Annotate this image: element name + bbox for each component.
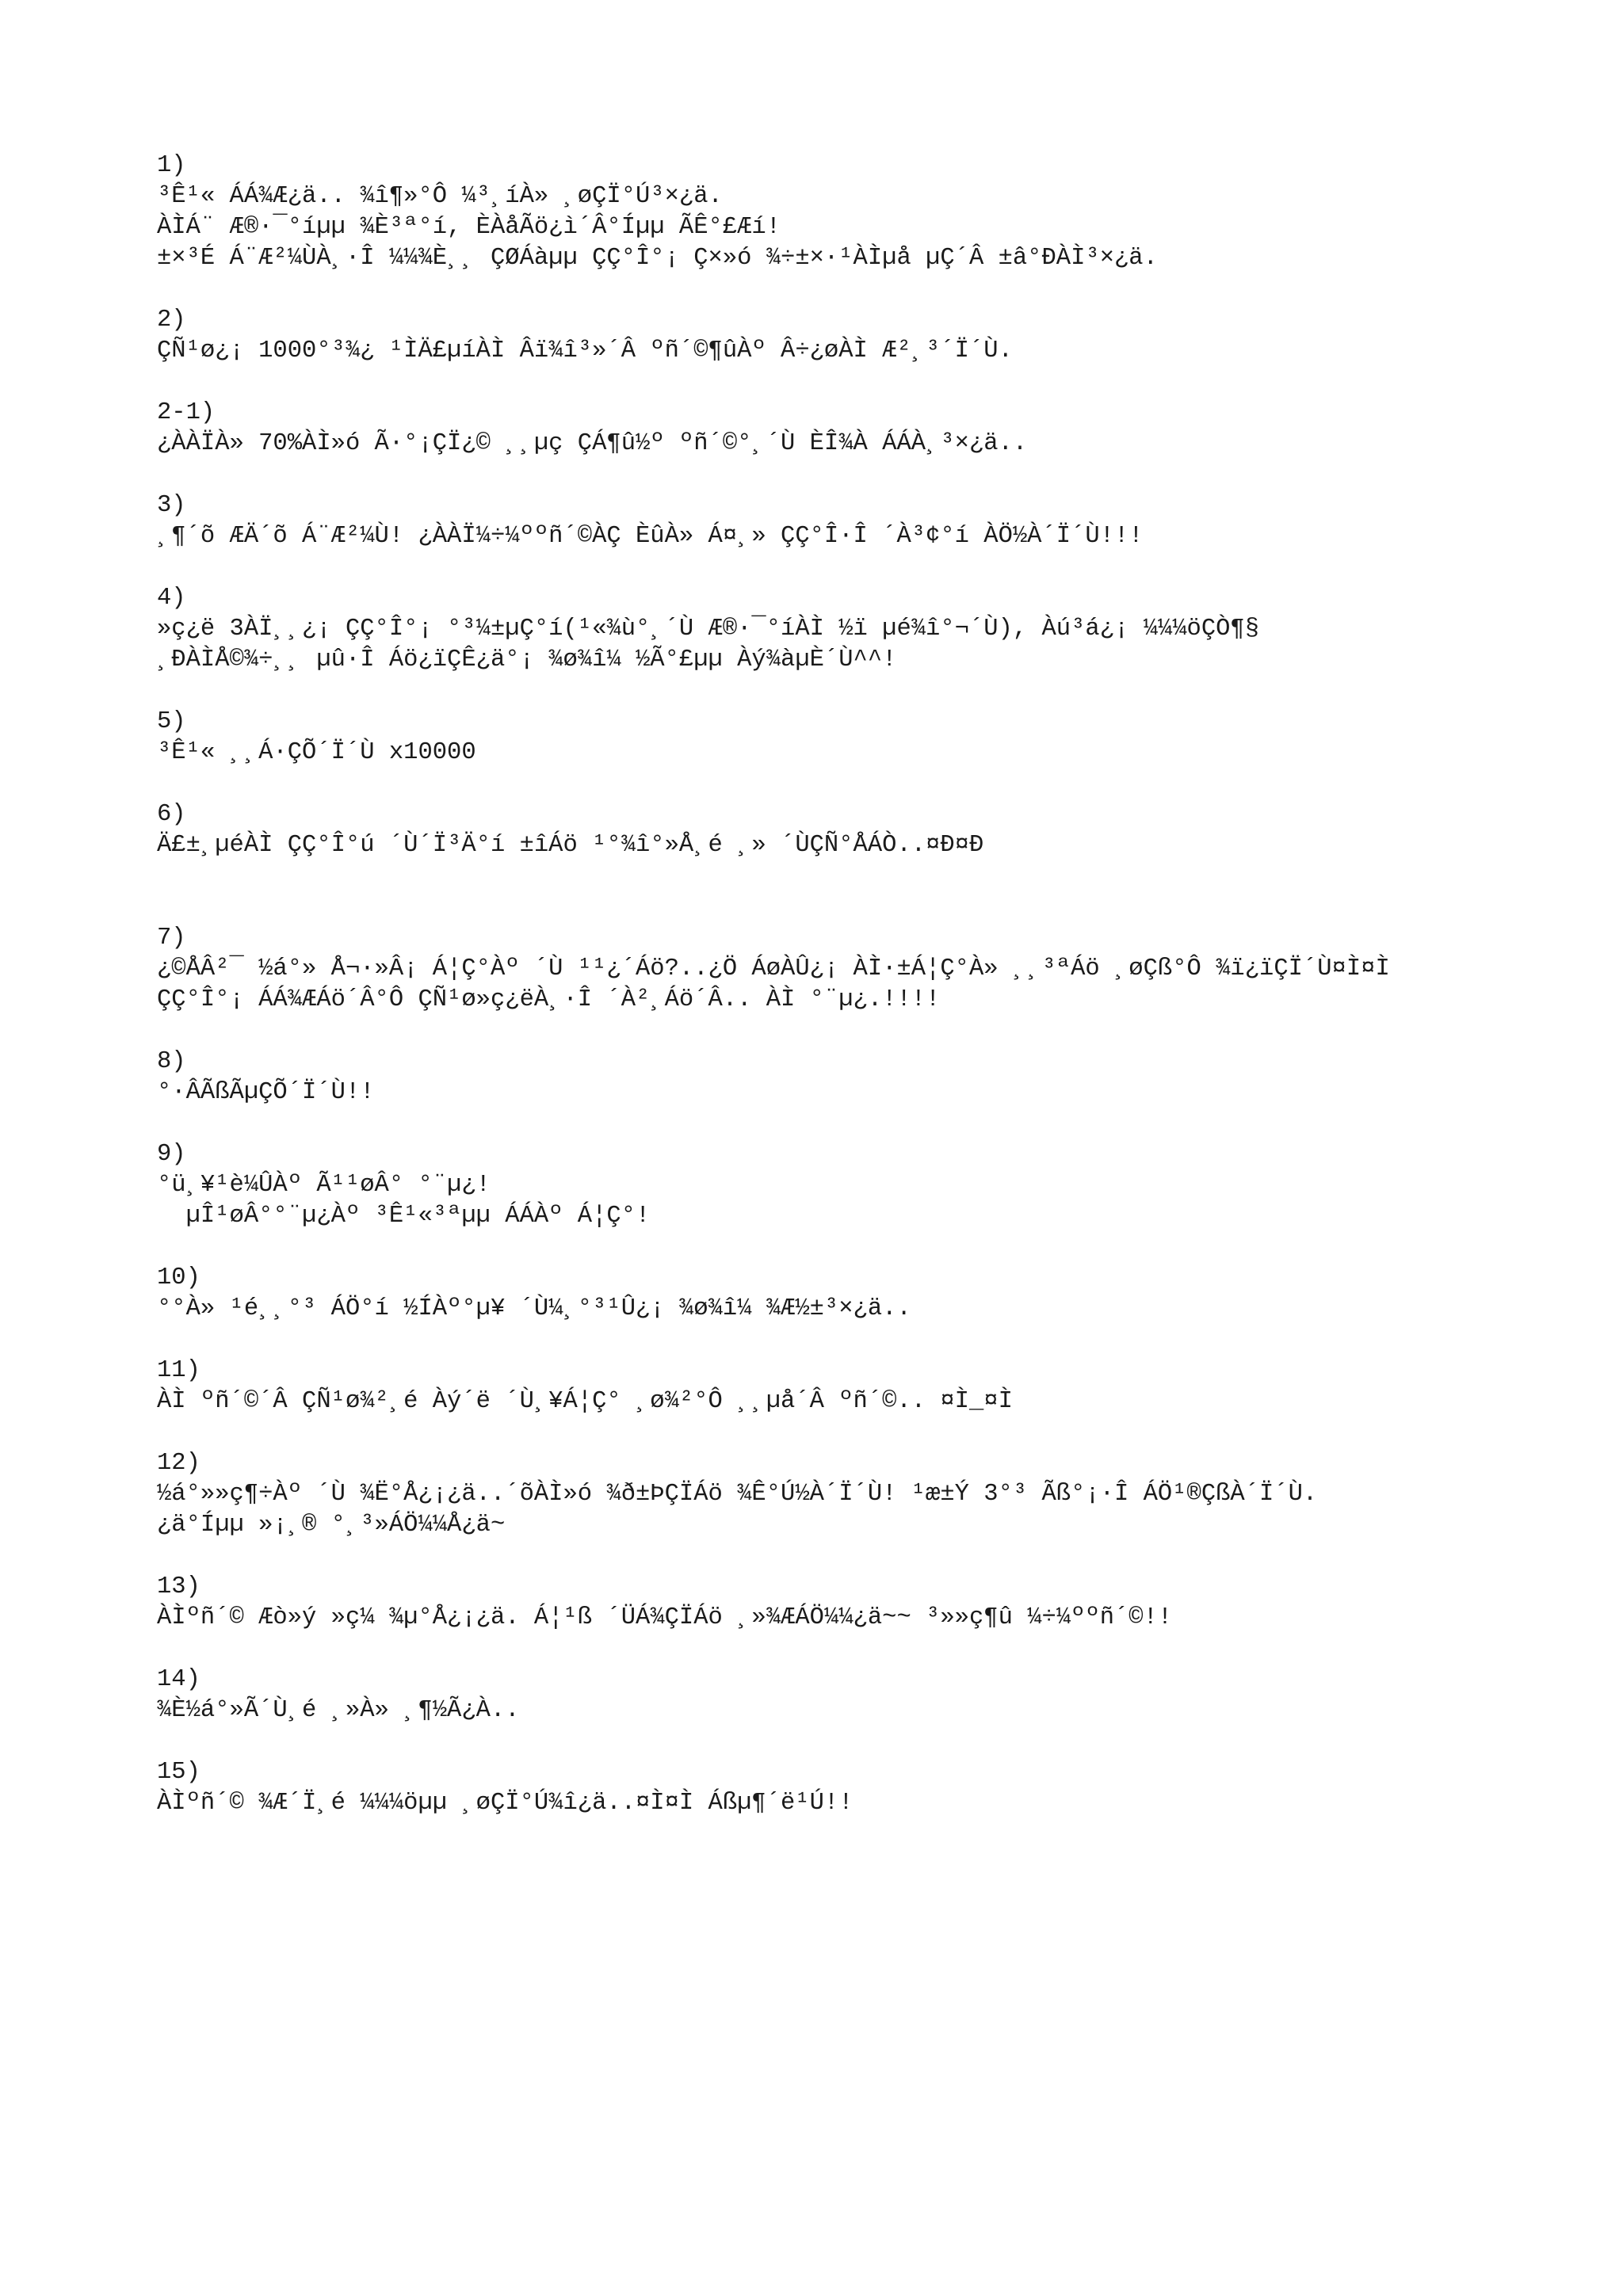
review-number: 2) [157,307,186,334]
review-text-line: ÀÌ ºñ´©´Â ÇÑ¹ø¾²¸é Àý´ë ´Ù¸¥Á¦Ç° ¸ø¾²°Ô ¸¸µå´Â ºñ´©.. ¤Ì_¤Ì [157,1388,1013,1415]
review-number: 8) [157,1048,186,1075]
review-item [157,1572,1504,1634]
review-number: 6) [157,801,186,828]
review-text-line: ÀÌºñ´© ¾Æ´Ï¸é ¼¼¼öµµ ¸øÇÏ°Ú¾î¿ä..¤Ì¤Ì Áßµ¶´ë¹Ú!! [157,1790,854,1817]
review-text-line: ¾È½á°»Ã´Ù¸é ¸»À» ¸¶½Ã¿À.. [157,1697,520,1724]
review-number: 4) [157,585,186,612]
review-item [157,1448,1504,1541]
review-number: 7) [157,925,186,952]
review-text-line: µÎ¹øÂ°°¨µ¿Àº ³Ê¹«³ªµµ ÁÁÀº Á¦Ç°! [157,1203,651,1230]
review-item [157,305,1504,367]
review-text-line: ÀÌºñ´© Æò»ý »ç¼ ¾µ°Å¿¡¿ä. Á¦¹ß ´ÜÁ¾ÇÏÁö ¸»¾ÆÁÖ¼¼¿ä~~ ³»»ç¶û ¼÷¼ººñ´©!! [157,1604,1173,1631]
document-page [157,151,1504,1850]
review-number: 12) [157,1450,200,1477]
review-text-line: ÀÌÁ¨ Æ®·¯°íµµ ¾È³ª°í, ÈÀåÃö¿ì´Â°Íµµ ÃÊ°£Æí! [157,214,781,241]
review-number: 3) [157,492,186,519]
review-text-line: ¸¶´õ ÆÄ´õ Á¨Æ²¼Ù! ¿ÀÀÏ¼÷¼ººñ´©ÀÇ ÈûÀ» Á¤¸» ÇÇ°Î·Î ´À³¢°í ÀÖ½À´Ï´Ù!!! [157,523,1144,550]
review-text-line: °·ÂÃßÃµÇÕ´Ï´Ù!! [157,1079,375,1106]
review-text-line: ¸ÐÀÌÅ©¾÷¸¸ µû·Î Áö¿ïÇÊ¿ä°¡ ¾ø¾î¼ ½Ã°£µµ Àý¾àµÈ´Ù^^! [157,646,897,673]
review-item [157,1263,1504,1325]
review-item [157,490,1504,552]
review-text-line: ÇÇ°Î°¡ ÁÁ¾ÆÁö´Â°Ô ÇÑ¹ø»ç¿ëÀ¸·Î ´À²¸Áö´Â.. ÀÌ °¨µ¿.!!!! [157,986,941,1013]
review-number: 14) [157,1666,200,1693]
review-number: 2-1) [157,399,216,426]
review-text-line: °ü¸¥¹è¼ÛÀº Ã¹¹øÂ° °¨µ¿! [157,1172,491,1199]
review-text-line: ¿©ÅÂ²¯ ½á°» Å¬·»Â¡ Á¦Ç°Àº ´Ù ¹¹¿´Áö?..¿Ö ÁøÀÛ¿¡ ÀÌ·±Á¦Ç°À» ¸¸³ªÁö ¸øÇß°Ô ¾ï¿ïÇÏ´Ù¤Ì¤Ì [157,955,1390,982]
review-number: 5) [157,708,186,735]
review-item [157,1356,1504,1417]
review-text-line: ½á°»»ç¶÷Àº ´Ù ¾Ë°Å¿¡¿ä..´õÀÌ»ó ¾ð±ÞÇÏÁö ¾Ê°Ú½À´Ï´Ù! ¹æ±Ý 3°³ Ãß°¡·Î ÁÖ¹®ÇßÀ´Ï´Ù. [157,1481,1318,1508]
review-text-line: »ç¿ë 3ÀÏ¸¸¿¡ ÇÇ°Î°¡ °³¼±µÇ°í(¹«¾ù°¸´Ù Æ®·¯°íÀÌ ½ï µé¾î°¬´Ù), Àú³á¿¡ ¼¼¼öÇÒ¶§ [157,616,1260,643]
review-text-line: ±×³É Á¨Æ²¼ÙÀ¸·Î ¼¼¾È¸¸ ÇØÁàµµ ÇÇ°Î°¡ Ç×»ó ¾÷±×·¹ÀÌµå µÇ´Â ±â°ÐÀÌ³×¿ä. [157,245,1158,272]
review-text-line: ³Ê¹« ¸¸Á·ÇÕ´Ï´Ù x10000 [157,739,476,766]
review-item [157,151,1504,274]
review-item [157,707,1504,769]
review-number: 1) [157,152,186,179]
review-number: 11) [157,1357,200,1384]
review-text-line: °°À» ¹é¸¸°³ ÁÖ°í ½ÍÀº°µ¥ ´Ù¼¸°³¹Û¿¡ ¾ø¾î¼ ¾Æ½±³×¿ä.. [157,1295,911,1322]
review-text-line: ³Ê¹« ÁÁ¾Æ¿ä.. ¾î¶»°Ô ¼³¸íÀ» ¸øÇÏ°Ú³×¿ä. [157,183,723,210]
review-item [157,1665,1504,1726]
review-item [157,1139,1504,1232]
review-text-line: ¿ä°Íµµ »¡¸® °¸³»ÁÖ¼¼Å¿ä~ [157,1512,506,1539]
review-item [157,1047,1504,1108]
review-text-line: ÇÑ¹ø¿¡ 1000°³¾¿ ¹ÌÄ£µíÀÌ Âï¾î³»´Â ºñ´©¶ûÀº Â÷¿øÀÌ Æ²¸³´Ï´Ù. [157,338,1013,364]
review-text-line: ¿ÀÀÏÀ» 70%ÀÌ»ó Ã·°¡ÇÏ¿© ¸¸µç ÇÁ¶û½º ºñ´©°¸´Ù ÈÎ¾À ÁÁÀ¸³×¿ä.. [157,430,1028,457]
review-item [157,923,1504,1016]
review-number: 13) [157,1573,200,1600]
review-item [157,398,1504,460]
review-item [157,799,1504,861]
review-item [157,583,1504,676]
review-number: 9) [157,1141,186,1168]
review-text-line: Ä£±¸µéÀÌ ÇÇ°Î°ú ´Ù´Ï³Ä°í ±îÁö ¹°¾î°»Å¸é ¸» ´ÙÇÑ°ÅÁÒ..¤Ð¤Ð [157,832,984,859]
review-item [157,1757,1504,1819]
review-number: 10) [157,1264,200,1291]
review-number: 15) [157,1759,200,1786]
